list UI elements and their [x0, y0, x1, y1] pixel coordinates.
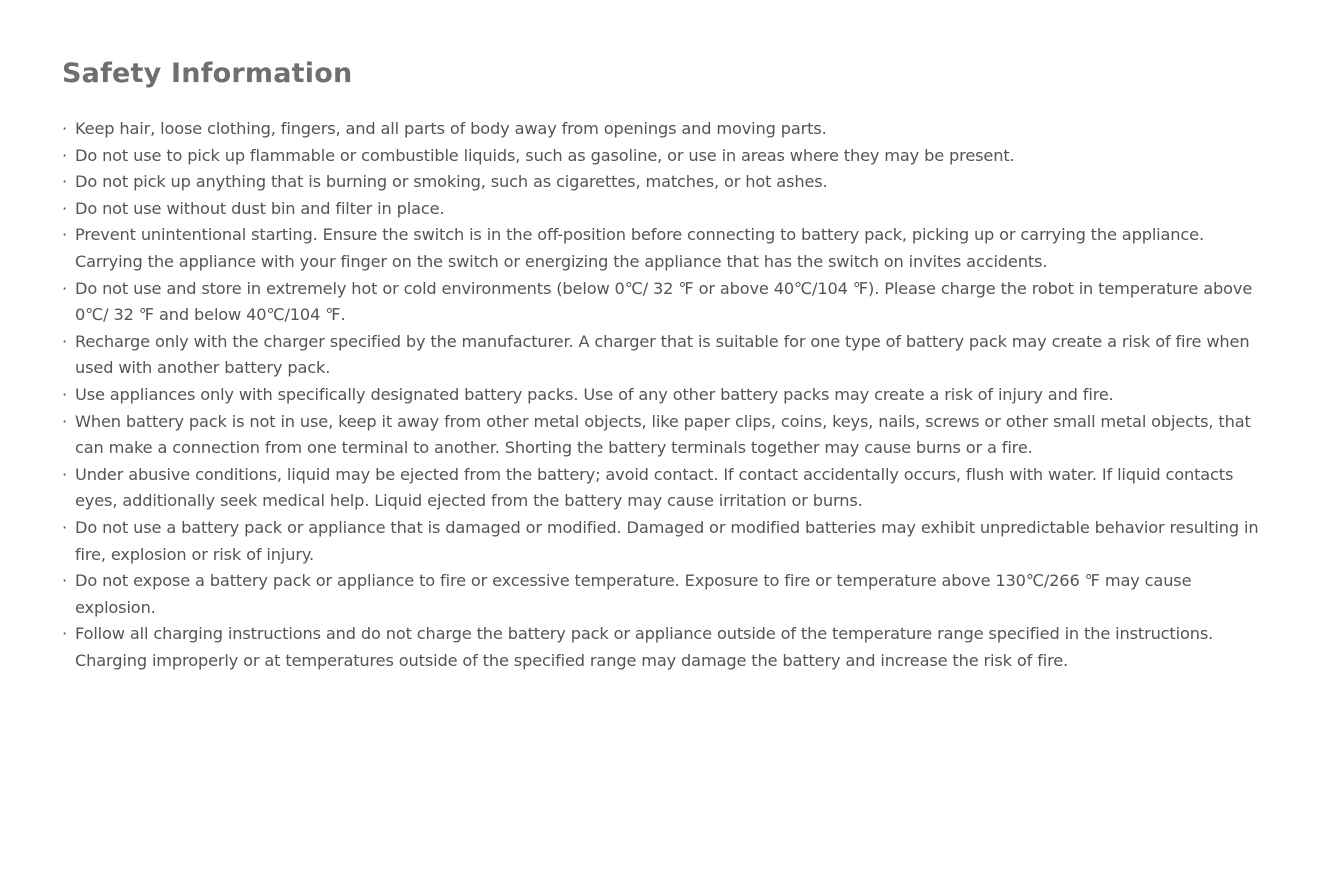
bullet-marker: · — [62, 278, 67, 298]
bullet-marker: · — [62, 331, 67, 351]
list-item — [62, 329, 1262, 382]
list-item-text: Do not use and store in extremely hot or cold environments (below 0℃/ 32 ℉ or above 40℃/104 ℉). Please charge the robot in temperature above 0℃/ 32 ℉ and below 40℃/104 ℉. — [75, 278, 1253, 325]
list-item-text: Use appliances only with specifically designated battery packs. Use of any other battery packs may create a risk of injury and fire. — [75, 384, 1114, 404]
list-item-text: Do not use to pick up flammable or combustible liquids, such as gasoline, or use in areas where they may be present. — [75, 145, 1015, 165]
list-item — [62, 515, 1262, 568]
list-item-text: Do not use a battery pack or appliance that is damaged or modified. Damaged or modified batteries may exhibit unpredictable behavior resulting in fire, explosion or risk of injury. — [75, 517, 1259, 564]
bullet-marker: · — [62, 384, 67, 404]
list-item-text: Under abusive conditions, liquid may be ejected from the battery; avoid contact. If contact accidentally occurs, flush with water. If liquid contacts eyes, additionally seek medical help. Liquid ejected from the battery may cause irritation or burns. — [75, 464, 1234, 511]
bullet-marker: · — [62, 119, 67, 138]
bullet-marker: · — [62, 571, 67, 591]
list-item-text: Do not use without dust bin and filter in place. — [75, 198, 445, 218]
list-item — [62, 169, 1262, 196]
list-item-text: When battery pack is not in use, keep it away from other metal objects, like paper clips, coins, keys, nails, screws or other small metal objects, that can make a connection from one terminal to another. Shorting the battery terminals together may cause burns or a fire. — [75, 411, 1251, 458]
list-item-text: Follow all charging instructions and do not charge the battery pack or appliance outside of the temperature range specified in the instructions. Charging improperly or at temperatures outside of the specified range may damage the battery and increase the risk of fire. — [75, 624, 1214, 670]
list-item-text: Do not expose a battery pack or appliance to fire or excessive temperature. Exposure to fire or temperature above 130℃/266 ℉ may cause explosion. — [75, 571, 1192, 617]
safety-information-page — [62, 54, 1262, 674]
bullet-marker: · — [62, 225, 67, 245]
bullet-marker: · — [62, 517, 67, 537]
bullet-marker: · — [62, 411, 67, 431]
list-item-text: Keep hair, loose clothing, fingers, and all parts of body away from openings and moving parts. — [75, 119, 827, 138]
list-item — [62, 409, 1262, 462]
page-title: Safety Information — [62, 58, 353, 89]
bullet-marker: · — [62, 145, 67, 165]
list-item — [62, 462, 1262, 515]
list-item — [62, 568, 1262, 621]
bullet-marker: · — [62, 624, 67, 644]
bullet-marker: · — [62, 172, 67, 192]
list-item — [62, 382, 1262, 409]
list-item — [62, 222, 1262, 275]
bullet-marker: · — [62, 464, 67, 484]
list-item-text: Prevent unintentional starting. Ensure the switch is in the off-position before connecting to battery pack, picking up or carrying the appliance. Carrying the appliance with your finger on the switch or energizing the appliance that has the switch on invites accidents. — [75, 225, 1204, 271]
list-item — [62, 116, 1262, 143]
safety-list — [62, 116, 1262, 674]
bullet-marker: · — [62, 198, 67, 218]
list-item-text: Do not pick up anything that is burning or smoking, such as cigarettes, matches, or hot ashes. — [75, 172, 828, 192]
list-item-text: Recharge only with the charger specified by the manufacturer. A charger that is suitable for one type of battery pack may create a risk of fire when used with another battery pack. — [75, 331, 1250, 378]
list-item — [62, 276, 1262, 329]
list-item — [62, 143, 1262, 170]
list-item — [62, 621, 1262, 674]
list-item — [62, 196, 1262, 223]
